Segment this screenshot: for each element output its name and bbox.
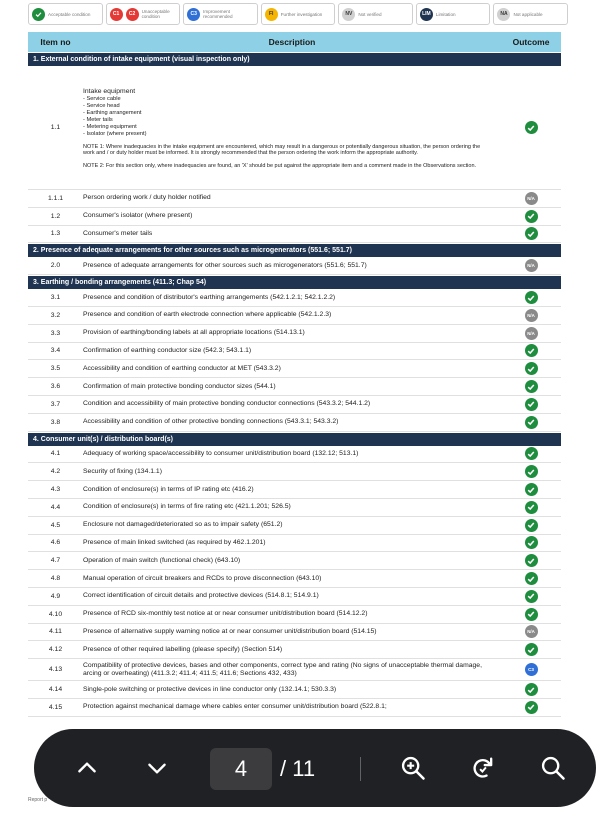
chevron-up-icon [74,755,100,781]
table-row [28,396,561,414]
check-icon [525,121,538,134]
item-description: Confirmation of earthing conductor size (542.3; 543.1.1) [83,346,252,354]
item-description: Accessibility and condition of earthing conductor at MET (543.3.2) [83,364,281,372]
legend-further-investigation: FI Further investigation [261,3,336,25]
table-row [28,463,561,481]
item-outcome [501,192,561,205]
item-number: 4.10 [48,610,63,618]
col-item-no: Item no [40,37,71,47]
legend-not-applicable: NA Not applicable [493,3,568,25]
item-description: Presence of alternative supply warning notice at or near consumer unit/distribution board (514.15) [83,627,377,635]
inspection-schedule-table [28,32,561,717]
item-number: 1.1 [50,124,61,131]
check-icon [525,416,538,429]
item-number: 4.12 [48,646,63,654]
outcome-badge-na: N/A [525,259,538,272]
page-total: / 11 [280,756,316,781]
item-description: Confirmation of main protective bonding conductor sizes (544.1) [83,382,276,390]
check-icon [525,227,538,240]
section-header: 2. Presence of adequate arrangements for other sources such as microgenerators (551.6; 551.7) [28,243,561,257]
table-row [28,481,561,499]
table-row [28,552,561,570]
item-number: 4.2 [50,468,61,476]
legend-acceptable: Acceptable condition [28,3,103,25]
item-outcome [501,309,561,322]
item-number: 4.1 [50,450,61,458]
table-row [28,517,561,535]
zoom-in-button[interactable] [398,753,428,783]
table-row [28,325,561,343]
next-page-button[interactable] [142,753,172,783]
search-icon [539,754,567,782]
item-number: 3.5 [50,365,61,373]
item-title: Intake equipment [83,87,136,95]
item-outcome [501,291,561,304]
outcome-badge-c3: C3 [525,663,538,676]
item-outcome [501,447,561,460]
item-outcome [501,344,561,357]
item-outcome [501,259,561,272]
item-number: 3.4 [50,347,61,355]
table-row [28,257,561,275]
item-description: Correct identification of circuit details and protective devices (514.8.1; 514.9.1) [83,592,319,600]
check-icon [525,554,538,567]
item-subline: - Service cable [83,95,121,102]
table-row [28,624,561,642]
table-row [28,208,561,226]
report-footer: Report p [28,797,48,803]
item-outcome [501,536,561,549]
check-icon [525,362,538,375]
item-outcome [501,683,561,696]
table-row [28,378,561,396]
table-row [28,606,561,624]
item-number: 4.5 [50,521,61,529]
item-number: 3.3 [50,329,61,337]
item-description: Consumer's isolator (where present) [83,212,193,220]
check-icon [525,447,538,460]
section-header: 4. Consumer unit(s) / distribution board(s) [28,432,561,446]
toolbar-divider [360,757,361,781]
item-description: Compatibility of protective devices, bases and other components, correct type and rating (No signs of unacceptable thermal damage, arcing or overheating) (411.3.2; 411.4; 411.5; 411.6; Sections 432, 433) [83,661,482,677]
table-row [28,289,561,307]
table-row [28,414,561,432]
check-icon [525,590,538,603]
item-outcome [501,554,561,567]
item-subline: - Metering equipment [83,123,137,130]
item-description: Condition of enclosure(s) in terms of fire rating etc (421.1.201; 526.5) [83,503,291,511]
table-row [28,343,561,361]
item-description: Presence of RCD six-monthly test notice at or near consumer unit/distribution board (514.12.2) [83,610,368,618]
pdf-viewer-toolbar [34,729,596,807]
table-row [28,535,561,553]
item-outcome [501,643,561,656]
item-number: 4.15 [48,703,63,711]
col-outcome: Outcome [512,37,550,47]
item-description: Accessibility and condition of other protective bonding connections (543.3.1; 543.3.2) [83,418,339,426]
item-outcome [501,663,561,676]
item-outcome [501,465,561,478]
table-row [28,641,561,659]
item-description: Consumer's meter tails [83,229,153,237]
check-icon [525,608,538,621]
table-body [28,52,561,717]
table-header [28,32,561,52]
item-outcome [501,590,561,603]
check-icon [525,701,538,714]
item-number: 1.1.1 [47,194,64,202]
item-subline: - Isolator (where present) [83,130,147,137]
check-icon [525,210,538,223]
item-outcome [501,121,561,134]
item-number: 3.8 [50,418,61,426]
item-outcome [501,416,561,429]
item-description [83,86,501,170]
rotate-button[interactable] [468,753,498,783]
table-row [28,699,561,717]
check-icon [525,483,538,496]
check-icon [525,344,538,357]
item-number: 4.4 [50,503,61,511]
table-row [28,66,561,190]
item-outcome [501,483,561,496]
item-description: Enclosure not damaged/deteriorated so as to impair safety (651.2) [83,521,283,529]
item-number: 4.6 [50,539,61,547]
item-number: 4.7 [50,557,61,565]
outcome-badge-na: N/A [525,192,538,205]
item-outcome [501,701,561,714]
item-outcome [501,501,561,514]
table-row [28,499,561,517]
check-icon [525,572,538,585]
item-number: 3.7 [50,400,61,408]
table-row [28,570,561,588]
legend-unacceptable: C1 C2 Unacceptable condition [106,3,181,25]
table-row [28,307,561,325]
check-icon [525,501,538,514]
item-subline: - Earthing arrangement [83,109,142,116]
table-row [28,360,561,378]
item-outcome [501,227,561,240]
item-outcome [501,362,561,375]
item-description: Person ordering work / duty holder notified [83,194,211,202]
legend-not-verified: NV Not verified [338,3,413,25]
table-row [28,446,561,464]
outcome-badge-na: N/A [525,327,538,340]
item-description: Presence of other required labelling (please specify) (Section 514) [83,645,283,653]
item-number: 4.3 [50,486,61,494]
item-number: 2.0 [50,262,61,270]
item-description: Presence and condition of distributor's earthing arrangements (542.1.2.1; 542.1.2.2) [83,293,336,301]
check-icon [525,291,538,304]
item-number: 4.8 [50,575,61,583]
outcome-badge-na: N/A [525,309,538,322]
zoom-in-icon [399,754,427,782]
item-outcome [501,572,561,585]
search-button[interactable] [538,753,568,783]
item-outcome [501,380,561,393]
item-description: Provision of earthing/bonding labels at all appropriate locations (514.13.1) [83,329,305,337]
table-row [28,190,561,208]
item-outcome [501,519,561,532]
item-number: 4.9 [50,592,61,600]
item-number: 4.13 [48,666,63,674]
item-outcome [501,327,561,340]
table-row [28,659,561,681]
previous-page-button[interactable] [72,753,102,783]
check-icon [525,398,538,411]
page-number-input[interactable]: 4 [210,748,272,790]
item-outcome [501,398,561,411]
item-description: Operation of main switch (functional check) (643.10) [83,556,241,564]
item-number: 4.14 [48,686,63,694]
item-description: Presence of main linked switched (as required by 462.1.201) [83,538,266,546]
check-icon [525,465,538,478]
legend-improvement: C3 Improvement recommended [183,3,258,25]
item-description: Condition and accessibility of main protective bonding conductor connections (543.3.2; 544.1.2) [83,400,371,408]
table-row [28,588,561,606]
item-number: 1.2 [50,212,61,220]
item-outcome [501,210,561,223]
chevron-down-icon [144,755,170,781]
item-description: Adequacy of working space/accessibility to consumer unit/distribution board (132.12; 513.1) [83,449,359,457]
table-row [28,226,561,244]
check-icon [525,380,538,393]
item-description: Single-pole switching or protective devices in line conductor only (132.14.1; 530.3.3) [83,685,337,693]
check-icon [525,536,538,549]
item-description: Presence of adequate arrangements for other sources such as microgenerators (551.6; 551.7) [83,261,367,269]
check-icon [32,8,45,21]
item-number: 3.6 [50,383,61,391]
item-outcome [501,625,561,638]
item-number: 3.1 [50,294,61,302]
item-number: 4.11 [49,628,62,636]
check-icon [525,683,538,696]
item-subline: - Meter tails [83,116,113,123]
item-description: Protection against mechanical damage where cables enter consumer unit/distribution board (522.8.1; [83,703,387,711]
section-header: 3. Earthing / bonding arrangements (411.3; Chap 54) [28,275,561,289]
legend-limitation: LIM Limitation [416,3,491,25]
table-row [28,681,561,699]
item-note: NOTE 2: For this section only, where inadequacies are found, an 'X' should be put against the appropriate item and a comment made in the Observations section. [83,162,477,169]
check-icon [525,643,538,656]
item-description: Manual operation of circuit breakers and RCDs to prove disconnection (643.10) [83,574,322,582]
item-number: 1.3 [50,230,61,238]
section-header: 1. External condition of intake equipment (visual inspection only) [28,52,561,66]
item-description: Condition of enclosure(s) in terms of IP rating etc (416.2) [83,485,254,493]
item-subline: - Service head [83,102,120,109]
item-note: NOTE 1: Where inadequacies in the intake equipment are encountered, which may result in a dangerous or potentially dangerous situation, the person ordering the work and / or duty holder must be informed. It is strongly recommended that the person ordering the work inform the appropriate authority. [83,143,481,157]
check-icon [525,519,538,532]
item-number: 3.2 [50,311,61,319]
item-description: Presence and condition of earth electrode connection where applicable (542.1.2.3) [83,311,332,319]
col-description: Description [268,37,316,47]
item-outcome [501,608,561,621]
outcome-legend [28,3,568,25]
rotate-icon [469,754,497,782]
item-description: Security of fixing (134.1.1) [83,467,162,475]
outcome-badge-na: N/A [525,625,538,638]
